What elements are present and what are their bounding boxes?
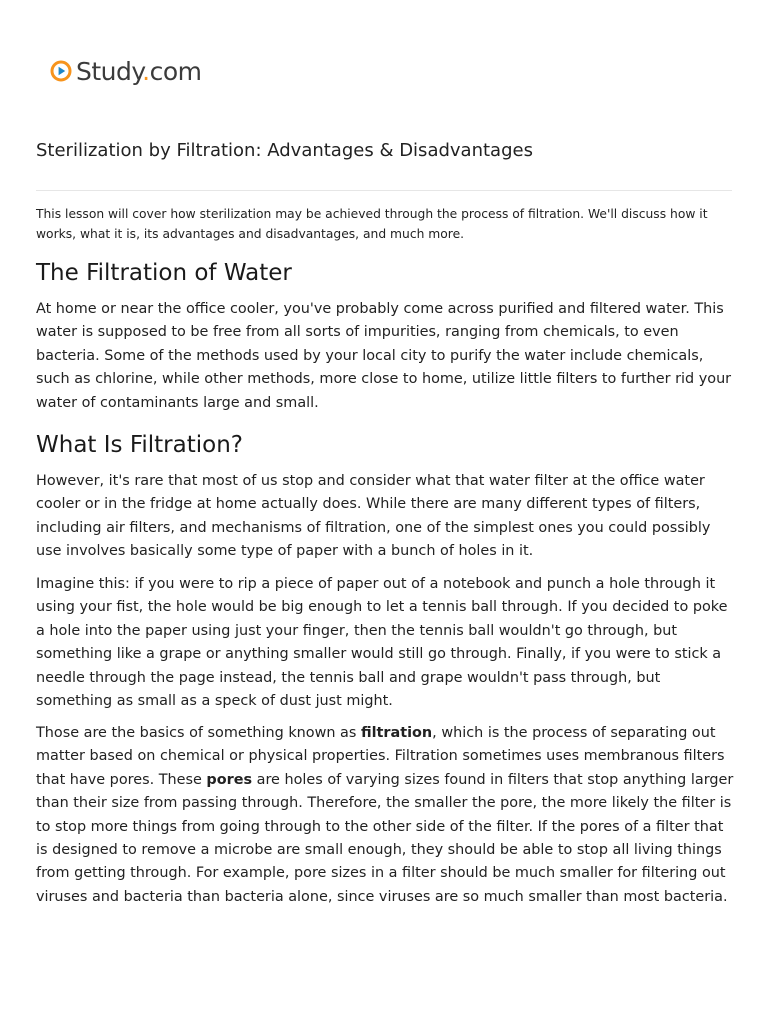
text-run: , which is the process of separating out matter based on chemical or physical properties. Filtration sometimes uses membranous filters that have pores. These xyxy=(36,725,725,788)
section-heading-what-is-filtration: What Is Filtration? xyxy=(36,432,243,458)
play-circle-icon xyxy=(50,60,72,82)
lesson-intro: This lesson will cover how sterilization may be achieved through the process of filtration. We'll discuss how it works, what it is, its advantages and disadvantages, and much more. xyxy=(36,207,708,241)
text-run: are holes of varying sizes found in filters that stop anything larger than their size from passing through. Therefore, the smaller the pore, the more likely the filter is to stop more things from going through to the other side of the filter. If the pores of a filter that is designed to remove a microbe are small enough, they should be able to stop all living things from getting through. For example, pore sizes in a filter should be much smaller for filtering out viruses and bacteria than bacteria alone, since viruses are so much smaller than most bacteria. xyxy=(36,771,734,905)
text-run: Those are the basics of something known as xyxy=(36,725,361,741)
paragraph: However, it's rare that most of us stop and consider what that water filter at the office water cooler or in the fridge at home actually does. While there are many different types of filters, including air filters, and mechanisms of filtration, one of the simplest ones you could possibly use involves basically some type of paper with a bunch of holes in it. xyxy=(36,473,711,560)
logo-dot: . xyxy=(142,56,150,86)
term-filtration: filtration xyxy=(360,725,433,741)
study-logo[interactable] xyxy=(50,54,201,88)
paragraph: Imagine this: if you were to rip a piece of paper out of a notebook and punch a hole through it using your fist, the hole would be big enough to let a tennis ball through. If you decided to poke a hole into the paper using just your finger, then the tennis ball wouldn't go through, but something like a grape or anything smaller would still go through. Finally, if you were to stick a needle through the page instead, the tennis ball and grape wouldn't pass through, but something as small as a speck of dust just might. xyxy=(36,576,728,710)
title-divider xyxy=(36,190,732,191)
paragraph: At home or near the office cooler, you've probably come across purified and filtered water. This water is supposed to be free from all sorts of impurities, ranging from chemicals, to even bacteria. Some of the methods used by your local city to purify the water include chemicals, such as chlorine, while other methods, more close to home, utilize little filters to further rid your water of contaminants large and small. xyxy=(36,301,732,411)
document-title: Sterilization by Filtration: Advantages & Disadvantages xyxy=(36,140,533,161)
term-pores: pores xyxy=(206,771,253,788)
paragraph-filtration-definition xyxy=(36,722,736,909)
section-heading-filtration-of-water: The Filtration of Water xyxy=(36,260,292,286)
logo-tld: com xyxy=(149,56,202,86)
logo-name: Study xyxy=(76,56,143,86)
logo-wordmark xyxy=(76,57,201,86)
